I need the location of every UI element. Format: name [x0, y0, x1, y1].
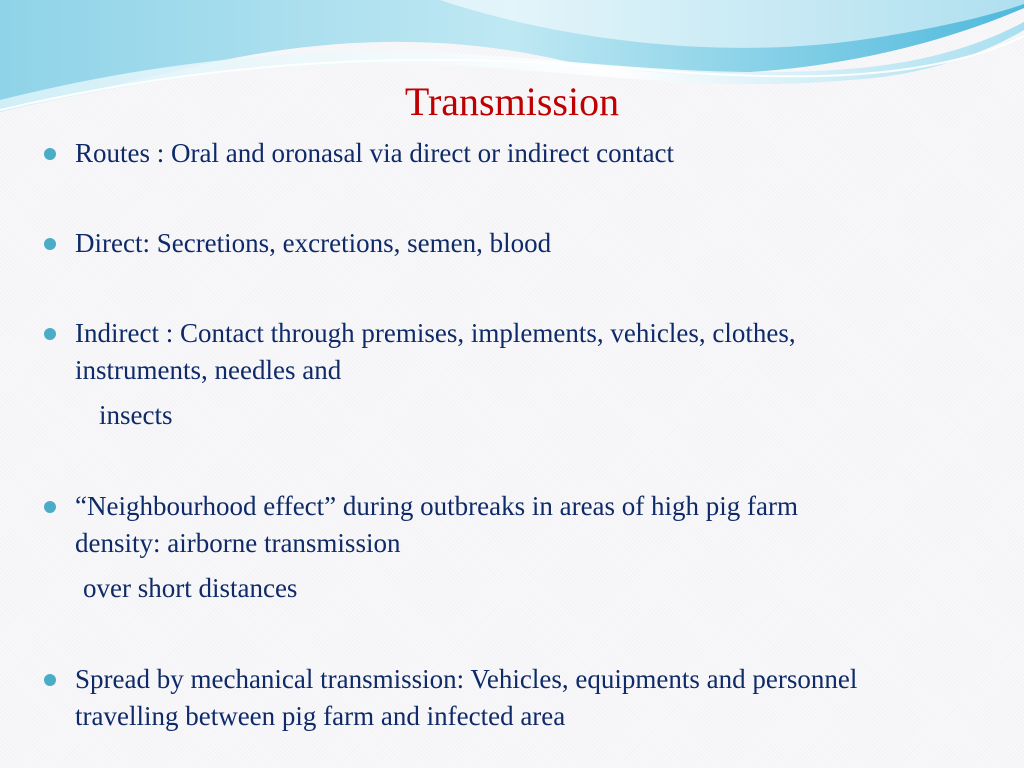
bullet-continuation: insects: [99, 400, 173, 430]
bullet-text: density: airborne transmission: [75, 528, 401, 558]
bullet-continuation: over short distances: [83, 573, 298, 603]
bullet-text: Indirect : Contact through premises, implements, vehicles, clothes,: [75, 318, 796, 348]
bullet-text: Direct: Secretions, excretions, semen, blood: [75, 228, 552, 258]
bullet-text: travelling between pig farm and infected area: [75, 701, 566, 731]
bullet-dot-icon: [44, 238, 56, 250]
bullet-text: Routes : Oral and oronasal via direct or indirect contact: [75, 138, 675, 168]
bullet-dot-icon: [44, 674, 56, 686]
bullet-text: “Neighbourhood effect” during outbreaks in areas of high pig farm: [75, 491, 799, 521]
slide-title: Transmission: [404, 79, 620, 124]
bullet-text: instruments, needles and: [75, 355, 342, 385]
bullet-dot-icon: [44, 501, 56, 513]
bullet-dot-icon: [44, 328, 56, 340]
bullet-dot-icon: [44, 148, 56, 160]
bullet-text: Spread by mechanical transmission: Vehicles, equipments and personnel: [75, 664, 858, 694]
